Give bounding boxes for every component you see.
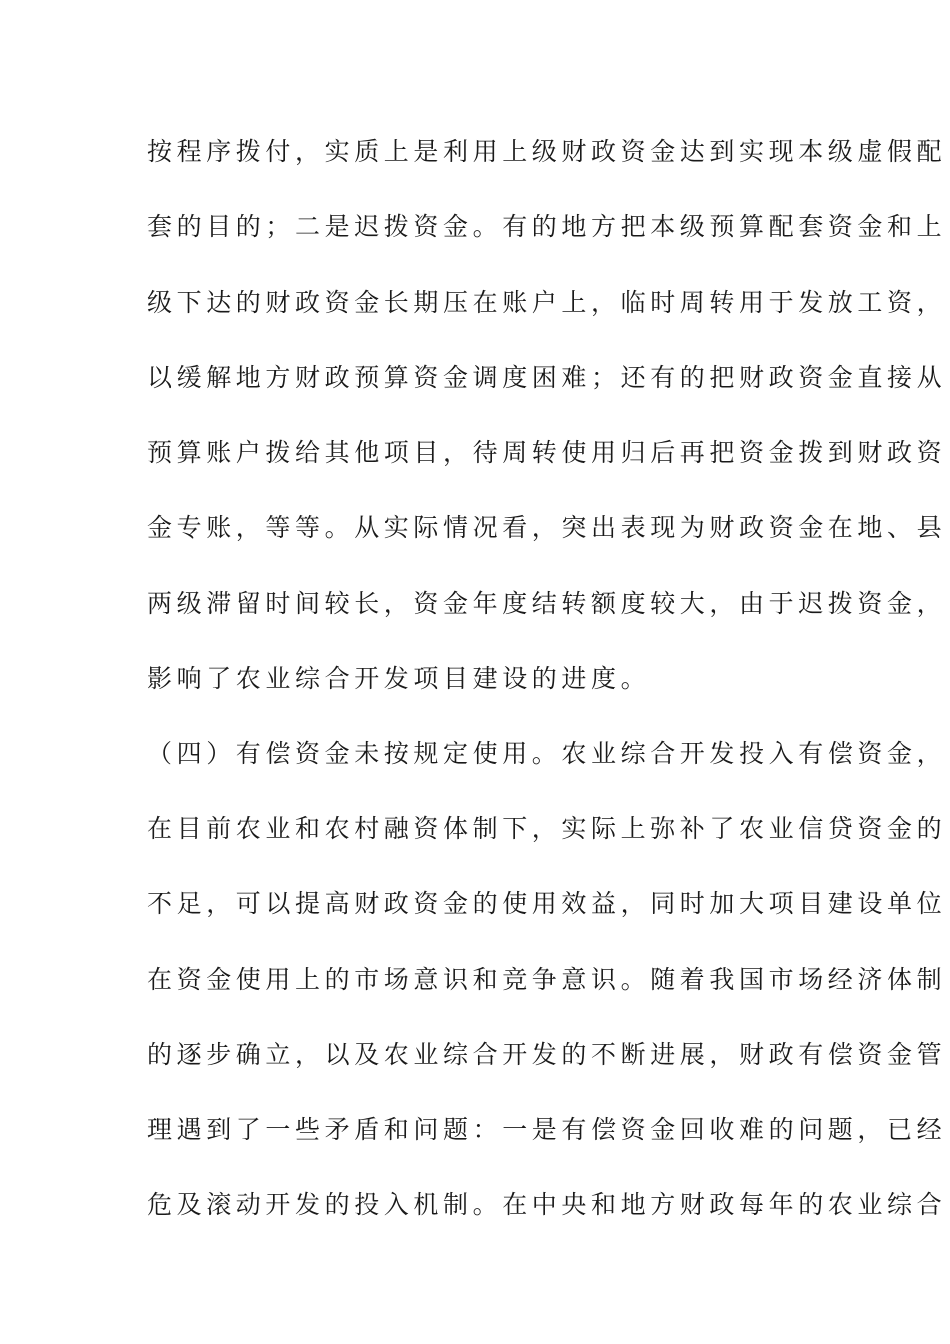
- body-text-line: 级下达的财政资金长期压在账户上，临时周转用于发放工资，: [147, 288, 947, 317]
- section-heading-line: （四）有偿资金未按规定使用。农业综合开发投入有偿资金，: [147, 739, 947, 768]
- body-text-line: 两级滞留时间较长，资金年度结转额度较大，由于迟拨资金，: [147, 589, 947, 618]
- body-text-line: 套的目的；二是迟拨资金。有的地方把本级预算配套资金和上: [147, 212, 947, 241]
- body-text-line: 影响了农业综合开发项目建设的进度。: [147, 664, 651, 693]
- body-text-line: 预算账户拨给其他项目，待周转使用归后再把资金拨到财政资: [147, 438, 947, 467]
- body-text-line: 金专账，等等。从实际情况看，突出表现为财政资金在地、县: [147, 513, 947, 542]
- body-text-line: 按程序拨付，实质上是利用上级财政资金达到实现本级虚假配: [147, 137, 947, 166]
- body-text-line: 危及滚动开发的投入机制。在中央和地方财政每年的农业综合: [147, 1190, 947, 1219]
- body-text-line: 以缓解地方财政预算资金调度困难；还有的把财政资金直接从: [147, 363, 947, 392]
- body-text-line: 不足，可以提高财政资金的使用效益，同时加大项目建设单位: [147, 889, 947, 918]
- body-text-line: 在目前农业和农村融资体制下，实际上弥补了农业信贷资金的: [147, 814, 947, 843]
- body-text-line: 在资金使用上的市场意识和竞争意识。随着我国市场经济体制: [147, 965, 947, 994]
- body-text-line: 的逐步确立，以及农业综合开发的不断进展，财政有偿资金管: [147, 1040, 947, 1069]
- body-text-line: 理遇到了一些矛盾和问题：一是有偿资金回收难的问题，已经: [147, 1115, 947, 1144]
